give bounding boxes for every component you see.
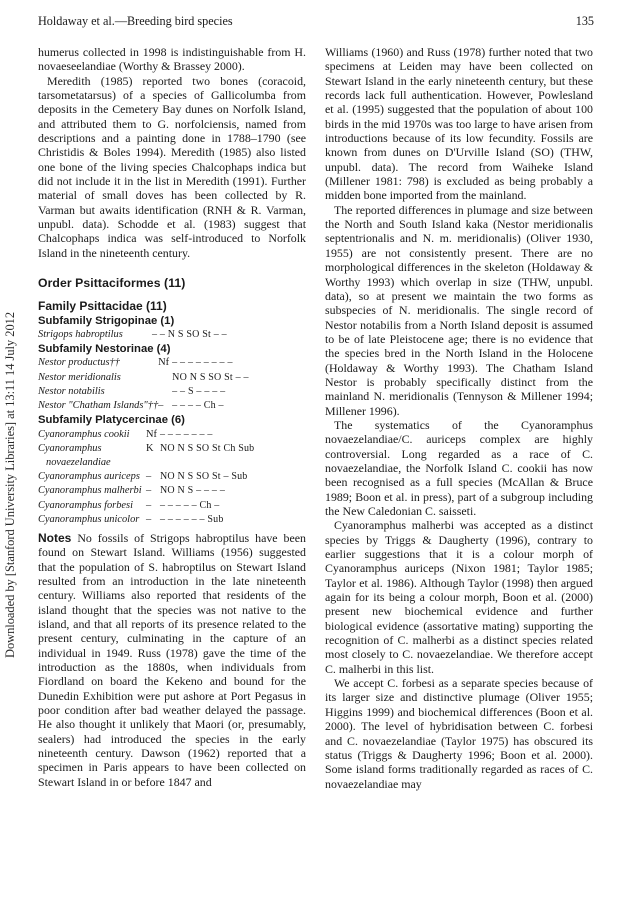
species-regions: NO N S SO St – Sub — [160, 471, 248, 483]
table-row — [38, 499, 306, 513]
download-notice-sidebar — [1, 40, 17, 890]
species-name: Cyanoramphus cookii — [38, 428, 130, 440]
species-status: Nf — [158, 357, 170, 369]
species-status — [158, 371, 172, 385]
right-paragraph-3: The systematics of the Cyanoramphus novaezelandiae/C. auriceps complex are highly controversial. Long regarded as a race of C. novaezelandiae, the Norfolk Island C. cookii has now been recognised as a full species (McAllan & Bruce 1989; Boon et al. in press), part of a subgroup including the New Caledonian C. saisseti. — [325, 417, 593, 518]
left-column — [38, 45, 306, 789]
species-status: K — [146, 442, 154, 454]
right-paragraph-4: Cyanoramphus malherbi was accepted as a distinct species by Triggs & Daugherty (1996), contrary to earlier suggestions that it is a colour morph of Cyanoramphus auriceps (Nixon 1981; Taylor 1985; Taylor et al. 1986). Although Taylor (1998) then argued again for its being a colour morph, Boon et al. (2000) present new biochemical evidence and further biological evidence (assortative mating) supporting the recognition of C. malherbi as a distinct species related most closely to C. novaezelandiae. We therefore accept C. malherbi in this list. — [325, 518, 593, 676]
species-status: – — [146, 471, 152, 483]
species-name: Nestor meridionalis — [38, 371, 121, 383]
species-name: Nestor "Chatham Islands"†† — [38, 400, 159, 412]
species-regions: NO N S SO St Ch Sub — [160, 442, 255, 454]
table-row — [38, 484, 306, 498]
subfamily-strigopinae-heading: Subfamily Strigopinae (1) — [38, 314, 175, 327]
left-paragraph-1: humerus collected in 1998 is indistinguishable from H. novaeseelandiae (Worthy & Brassey 2000). — [38, 45, 306, 74]
species-regions: NO N S SO St – – — [172, 371, 249, 383]
species-name: Cyanoramphus malherbi — [38, 485, 142, 497]
right-paragraph-5: We accept C. forbesi as a separate species because of its larger size and distinctive plumage (Oliver 1955; Higgins 1999) and biochemical differences (Boon et al. 2000). The level of hybridisation between C. forbesi and C. novaezelandiae (Taylor 1975) has obscured its status (Triggs & Daugherty 1996; Boon et al. 2000). Some island forms traditionally regarded as races of C. novaezelandiae may — [325, 676, 593, 791]
table-row — [38, 513, 306, 527]
species-regions: – – N S SO St – – — [152, 328, 227, 340]
notes-label: Notes — [38, 530, 72, 545]
notes-paragraph — [38, 531, 306, 789]
species-regions: – – – – Ch – — [172, 400, 224, 412]
species-regions: – – S – – – – — [172, 385, 226, 397]
table-row — [38, 456, 306, 470]
species-regions: – – – – – – – – — [172, 357, 233, 369]
right-paragraph-2: The reported differences in plumage and size between the North and South Island kaka (Nestor meridionalis septentrionalis and N. m. meridionalis) (Oliver 1930, 1955) are not consistently present. There are no morphological differences in the skeleton (Holdaway & Worthy 1993) which overlap in size (THW, unpubl. data), so at present we maintain the two forms as subspecies of N. meridionalis. The single record of Nestor notabilis from a North Island deposit is assumed to be of late Pleistocene age; there is no evidence that the species bred in the North Island in the Holocene (Holdaway & Worthy 1993). The Chatham Island Nestor is probably specifically distinct from the mainland N. meridionalis (Tennyson & Millener 1994; Millener 1996). — [325, 202, 593, 418]
species-name: Cyanoramphus forbesi — [38, 499, 133, 511]
left-paragraph-2: Meredith (1985) reported two bones (coracoid, tarsometatarsus) of a species of Gallicolumba from deposits in the Cemetery Bay dunes on Norfolk Island, and attributed them to G. norfolciensis, named from descriptions and a painting done in 1788–1790 (see Christidis & Boles 1994). Meredith (1985) also listed one bone of the living species Chalcophaps indica but did not include it in the list in Meredith (1991). Further material of small doves has been collected by R. Varman but awaits identification (RNH & R. Varman, unpubl. data). Schodde et al. (1983) suggest that Chalcophaps indica was self-introduced to Norfolk Island in the nineteenth century. — [38, 73, 306, 260]
running-title: Holdaway et al.—Breeding bird species — [38, 14, 233, 28]
species-name: Strigops habroptilus — [38, 328, 123, 340]
table-row — [38, 428, 306, 442]
family-heading: Family Psittacidae (11) — [38, 299, 167, 314]
species-table-strigopinae — [38, 328, 306, 342]
table-row — [38, 442, 306, 456]
right-paragraph-1: Williams (1960) and Russ (1978) further noted that two specimens at Leiden may have been collected on Stewart Island in the early nineteenth century, but these records lack full authentication. However, Powlesland et al. (1995) suggested that the population of about 100 birds in the mid 1970s was too large to have arisen from introductions because of its low fecundity. Fossils are known from dunes on D'Urville Island (SO) (THW, unpubl. data). The record from Waiheke Island (Millener 1981: 798) is excluded as being probably a midden bone imported from the mainland. — [325, 45, 593, 203]
species-regions: – – – – – Ch – — [160, 499, 220, 511]
species-name: Cyanoramphus auriceps — [38, 471, 140, 483]
species-regions — [160, 456, 306, 470]
species-name: Cyanoramphus unicolor — [38, 513, 140, 525]
notes-text: No fossils of Strigops habroptilus have been found on Stewart Island. Williams (1956) suggested that the population of S. habroptilus on Stewart Island resulted from an introduction in the late nineteenth century. Williams also reported that residents of the island thought that the species was not native to the island, and that all reports of its presence related to the present century, culminating in the capture of an individual in 1949. Russ (1978) gave the time of the introduction as the 1880s, when individuals from Fiordland on board the Kekeno and bound for the Dunedin Exhibition were put ashore at Port Pegasus in poor condition after bad weather delayed the passage. He also thought it unlikely that Maori (or, presumably, sealers) had introduced the species in the early nineteenth century. Dawson (1962) reported that a specimen in Paris appears to have been collected on Stewart Island in or before 1847 and — [38, 530, 306, 789]
table-row — [38, 356, 306, 370]
species-name: Cyanoramphus — [38, 442, 102, 454]
subfamily-nestorinae-heading: Subfamily Nestorinae (4) — [38, 343, 171, 356]
species-regions: NO N S – – – – — [160, 485, 226, 497]
table-row — [38, 328, 306, 342]
species-status: Nf — [146, 428, 157, 440]
running-head — [38, 14, 594, 30]
species-name: Nestor notabilis — [38, 385, 105, 397]
order-heading: Order Psittaciformes (11) — [38, 276, 186, 291]
table-row — [38, 470, 306, 484]
species-table-platycercinae — [38, 428, 306, 527]
species-status — [146, 456, 160, 470]
table-row — [38, 385, 306, 399]
page-number: 135 — [575, 14, 594, 28]
species-status — [158, 385, 172, 399]
species-status — [138, 328, 152, 342]
species-status: – — [158, 400, 164, 412]
species-regions: – – – – – – – — [160, 428, 213, 440]
species-table-nestorinae — [38, 356, 306, 413]
table-row — [38, 371, 306, 385]
species-status: – — [146, 485, 152, 497]
subfamily-platycercinae-heading: Subfamily Platycercinae (6) — [38, 414, 185, 427]
species-status: – — [146, 513, 152, 525]
right-column — [325, 45, 593, 791]
species-status: – — [146, 499, 152, 511]
download-notice: Downloaded by [Stanford University Libraries] at 13:11 14 July 2012 — [3, 311, 17, 658]
species-name: Nestor productus†† — [38, 357, 120, 369]
species-name-continued: novaezelandiae — [46, 456, 111, 468]
table-row — [38, 399, 306, 413]
species-regions: – – – – – – Sub — [160, 513, 224, 525]
